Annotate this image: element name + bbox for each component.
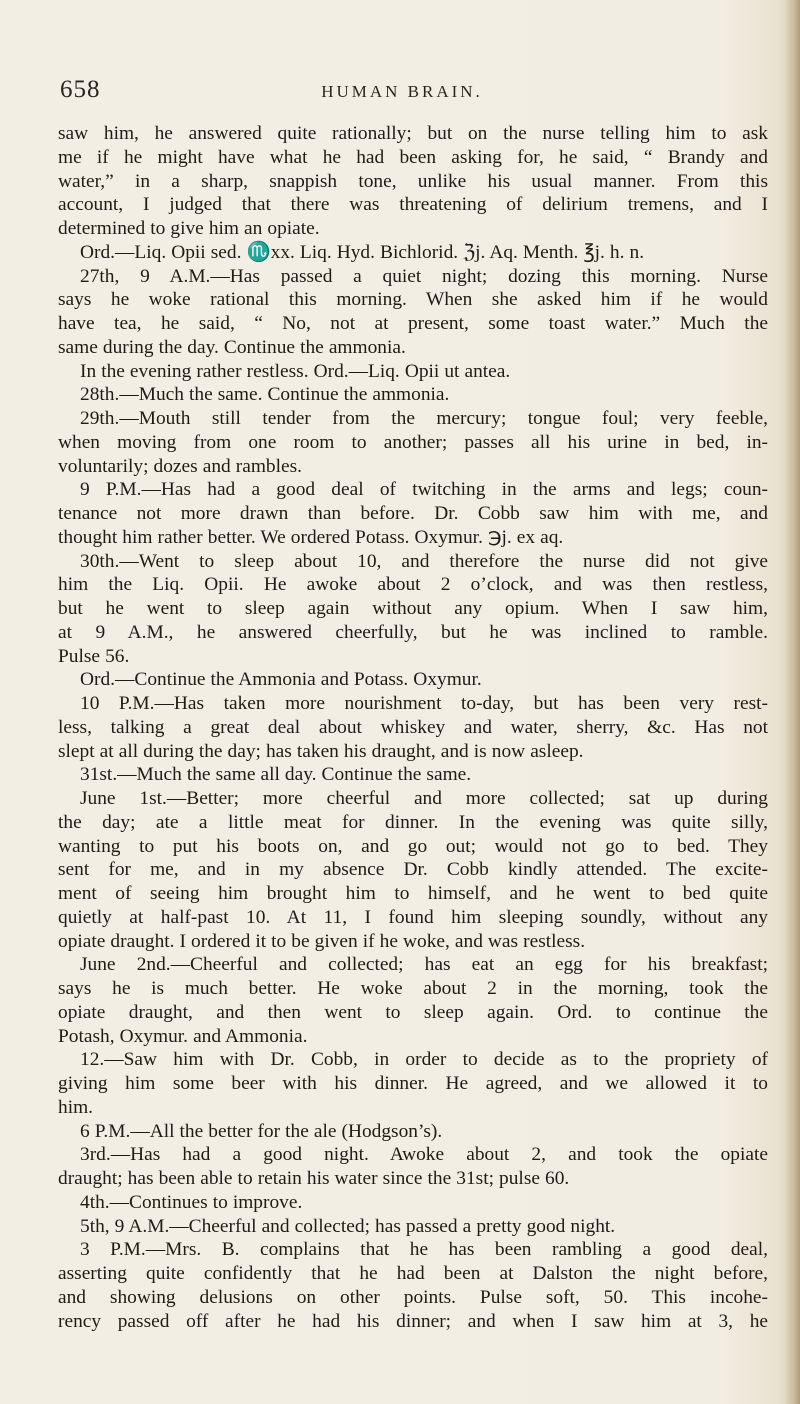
text-line: wanting to put his boots on, and go out; would not go to bed. They bbox=[58, 835, 768, 857]
text-line: him the Liq. Opii. He awoke about 2 o’clock, and was then restless, bbox=[58, 574, 768, 596]
text-line: voluntarily; dozes and rambles. bbox=[58, 455, 302, 477]
text-line: account, I judged that there was threatening of delirium tremens, and I bbox=[58, 194, 768, 216]
text-line: 30th.—Went to sleep about 10, and therefore the nurse did not give bbox=[80, 550, 768, 572]
text-line: but he went to sleep again without any opium. When I saw him, bbox=[58, 598, 768, 619]
text-line: and showing delusions on other points. Pulse soft, 50. This incohe- bbox=[58, 1286, 768, 1308]
page-header bbox=[52, 76, 752, 106]
text-line: 27th, 9 A.M.—Has passed a quiet night; dozing this morning. Nurse bbox=[80, 265, 768, 287]
text-line: Ord.—Liq. Opii sed. ♏xx. Liq. Hyd. Bichlorid. ℨj. Aq. Menth. ℥j. h. n. bbox=[80, 241, 645, 263]
text-line: when moving from one room to another; passes all his urine in bed, in- bbox=[58, 431, 768, 453]
text-line: draught; has been able to retain his water since the 31st; pulse 60. bbox=[58, 1168, 570, 1189]
text-line: 3rd.—Has had a good night. Awoke about 2, and took the opiate bbox=[80, 1144, 768, 1166]
text-line: same during the day. Continue the ammonia. bbox=[58, 336, 406, 358]
text-line: June 2nd.—Cheerful and collected; has eat an egg for his breakfast; bbox=[80, 954, 768, 976]
text-line: 12.—Saw him with Dr. Cobb, in order to decide as to the propriety of bbox=[80, 1049, 768, 1071]
text-line: Ord.—Continue the Ammonia and Potass. Oxymur. bbox=[80, 669, 482, 691]
text-line: rency passed off after he had his dinner; and when I saw him at 3, he bbox=[58, 1310, 768, 1332]
text-line: Potash, Oxymur. and Ammonia. bbox=[58, 1025, 308, 1047]
text-line: thought him rather better. We ordered Potass. Oxymur. ℈j. ex aq. bbox=[58, 526, 564, 548]
body-text bbox=[58, 122, 768, 1333]
text-line: giving him some beer with his dinner. He agreed, and we allowed it to bbox=[58, 1073, 768, 1094]
text-line: 9 P.M.—Has had a good deal of twitching in the arms and legs; coun- bbox=[80, 479, 768, 501]
page-number: 658 bbox=[60, 76, 101, 103]
text-line: determined to give him an opiate. bbox=[58, 218, 320, 239]
text-line: asserting quite confidently that he had been at Dalston the night before, bbox=[58, 1263, 768, 1284]
page-edge-shadow bbox=[784, 0, 800, 1404]
text-line: 28th.—Much the same. Continue the ammonia. bbox=[80, 384, 450, 406]
text-line: slept at all during the day; has taken his draught, and is now asleep. bbox=[58, 740, 584, 762]
text-line: In the evening rather restless. Ord.—Liq. Opii ut antea. bbox=[80, 360, 511, 382]
text-line: opiate draught, and then went to sleep again. Ord. to continue the bbox=[58, 1001, 768, 1023]
text-line: 10 P.M.—Has taken more nourishment to-day, but has been very rest- bbox=[80, 693, 768, 714]
text-line: ment of seeing him brought him to himself, and he went to bed quite bbox=[58, 883, 768, 904]
text-line: 31st.—Much the same all day. Continue the same. bbox=[80, 764, 472, 786]
text-line: 6 P.M.—All the better for the ale (Hodgson’s). bbox=[80, 1120, 443, 1142]
text-line: less, talking a great deal about whiskey and water, sherry, &c. Has not bbox=[58, 716, 768, 738]
text-line: 4th.—Continues to improve. bbox=[80, 1191, 303, 1213]
text-line: tenance not more drawn than before. Dr. Cobb saw him with me, and bbox=[58, 503, 768, 524]
text-line: sent for me, and in my absence Dr. Cobb kindly attended. The excite- bbox=[58, 859, 768, 881]
text-line: opiate draught. I ordered it to be given if he woke, and was restless. bbox=[58, 930, 586, 952]
text-line: at 9 A.M., he answered cheerfully, but he was inclined to ramble. bbox=[58, 621, 768, 643]
text-line: the day; ate a little meat for dinner. In the evening was quite silly, bbox=[58, 811, 768, 833]
text-line: June 1st.—Better; more cheerful and more collected; sat up during bbox=[80, 788, 768, 809]
text-line: quietly at half-past 10. At 11, I found him sleeping soundly, without any bbox=[58, 906, 768, 928]
running-head: HUMAN BRAIN. bbox=[321, 82, 483, 101]
text-line: have tea, he said, “ No, not at present, some toast water.” Much the bbox=[58, 313, 768, 334]
text-line: says he woke rational this morning. When she asked him if he would bbox=[58, 289, 768, 311]
text-line: 3 P.M.—Mrs. B. complains that he has been rambling a good deal, bbox=[80, 1239, 768, 1261]
text-line: him. bbox=[58, 1096, 94, 1118]
text-line: saw him, he answered quite rationally; but on the nurse telling him to ask bbox=[58, 123, 768, 144]
text-line: me if he might have what he had been asking for, he said, “ Brandy and bbox=[58, 146, 768, 168]
text-line: says he is much better. He woke about 2 in the morning, took the bbox=[58, 978, 768, 999]
text-line: 29th.—Mouth still tender from the mercury; tongue foul; very feeble, bbox=[80, 408, 768, 429]
text-line: water,” in a sharp, snappish tone, unlike his usual manner. From this bbox=[58, 170, 768, 192]
text-line: Pulse 56. bbox=[58, 645, 130, 667]
text-line: 5th, 9 A.M.—Cheerful and collected; has passed a pretty good night. bbox=[80, 1215, 616, 1237]
